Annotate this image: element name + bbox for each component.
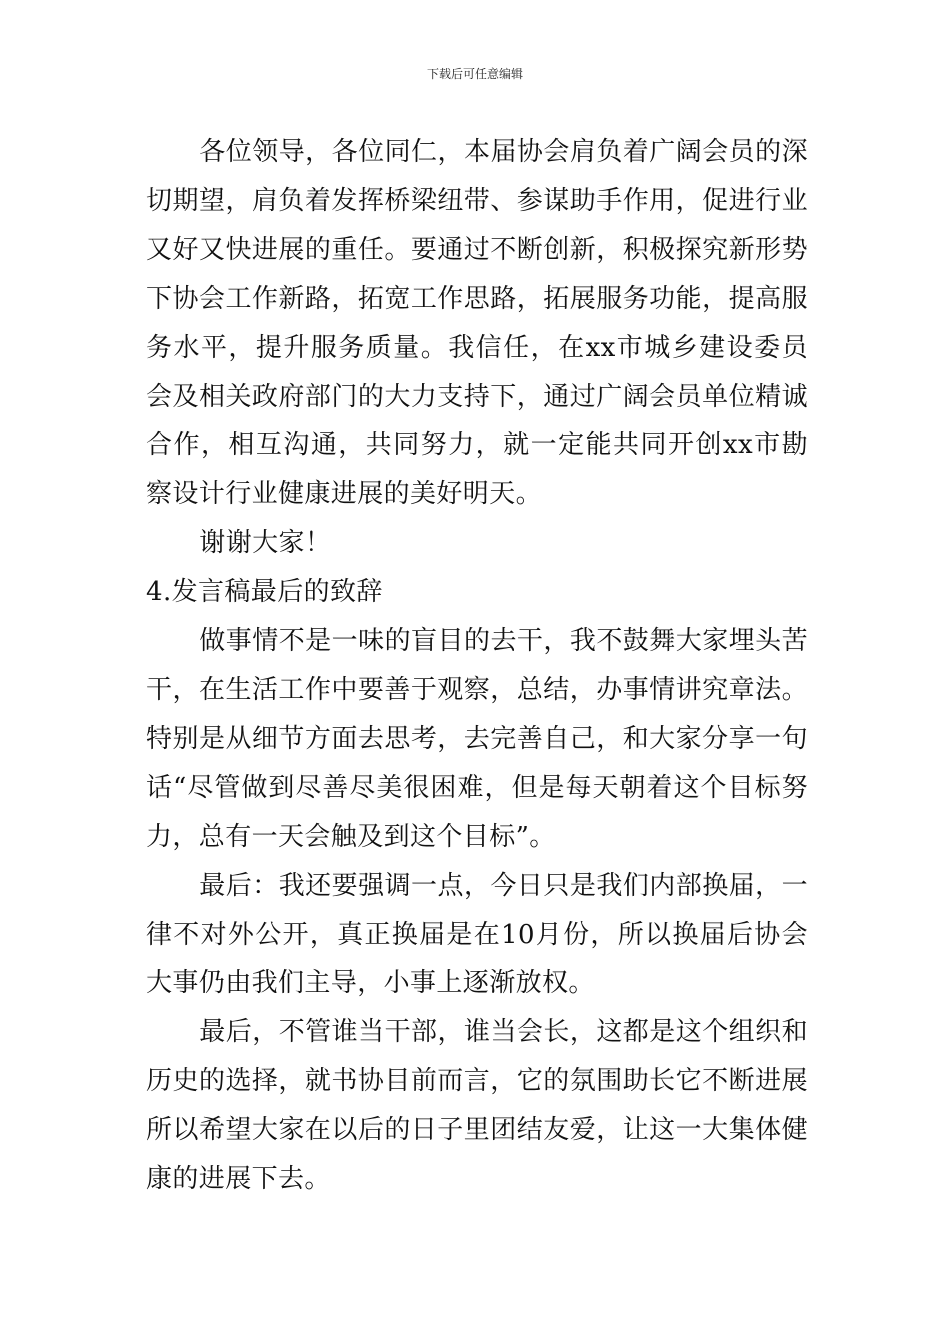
paragraph: 各位领导，各位同仁，本届协会肩负着广阔会员的深切期望，肩负着发挥桥梁纽带、参谋助手作用，促进行业又好又快进展的重任。要通过不断创新，积极探究新形势下协会工作新路，拓宽工作思路，拓展服务功能，提高服务水平，提升服务质量。我信任，在xx市城乡建设委员会及相关政府部门的大力支持下，通过广阔会员单位精诚合作，相互沟通，共同努力，就一定能共同开创xx市勘察设计行业健康进展的美好明天。: [146, 137, 808, 510]
paragraph: 最后：我还要强调一点，今日只是我们内部换届，一律不对外公开，真正换届是在10月份，所以换届后协会大事仍由我们主导，小事上逐渐放权。: [146, 870, 808, 999]
paragraph: 谢谢大家！: [199, 528, 332, 559]
page-header-note: 下载后可任意编辑: [426, 67, 523, 81]
paragraph: 做事情不是一味的盲目的去干，我不鼓舞大家埋头苦干，在生活工作中要善于观察，总结，办事情讲究章法。特别是从细节方面去思考，去完善自己，和大家分享一句话“尽管做到尽善尽美很困难，但是每天朝着这个目标努力，总有一天会触及到这个目标”。: [146, 626, 808, 852]
paragraph: 最后，不管谁当干部，谁当会长，这都是这个组织和历史的选择，就书协目前而言，它的氛围助长它不断进展所以希望大家在以后的日子里团结友爱，让这一大集体健康的进展下去。: [146, 1017, 808, 1195]
section-heading: 4.发言稿最后的致辞: [146, 577, 383, 608]
document-body: [146, 128, 808, 1204]
